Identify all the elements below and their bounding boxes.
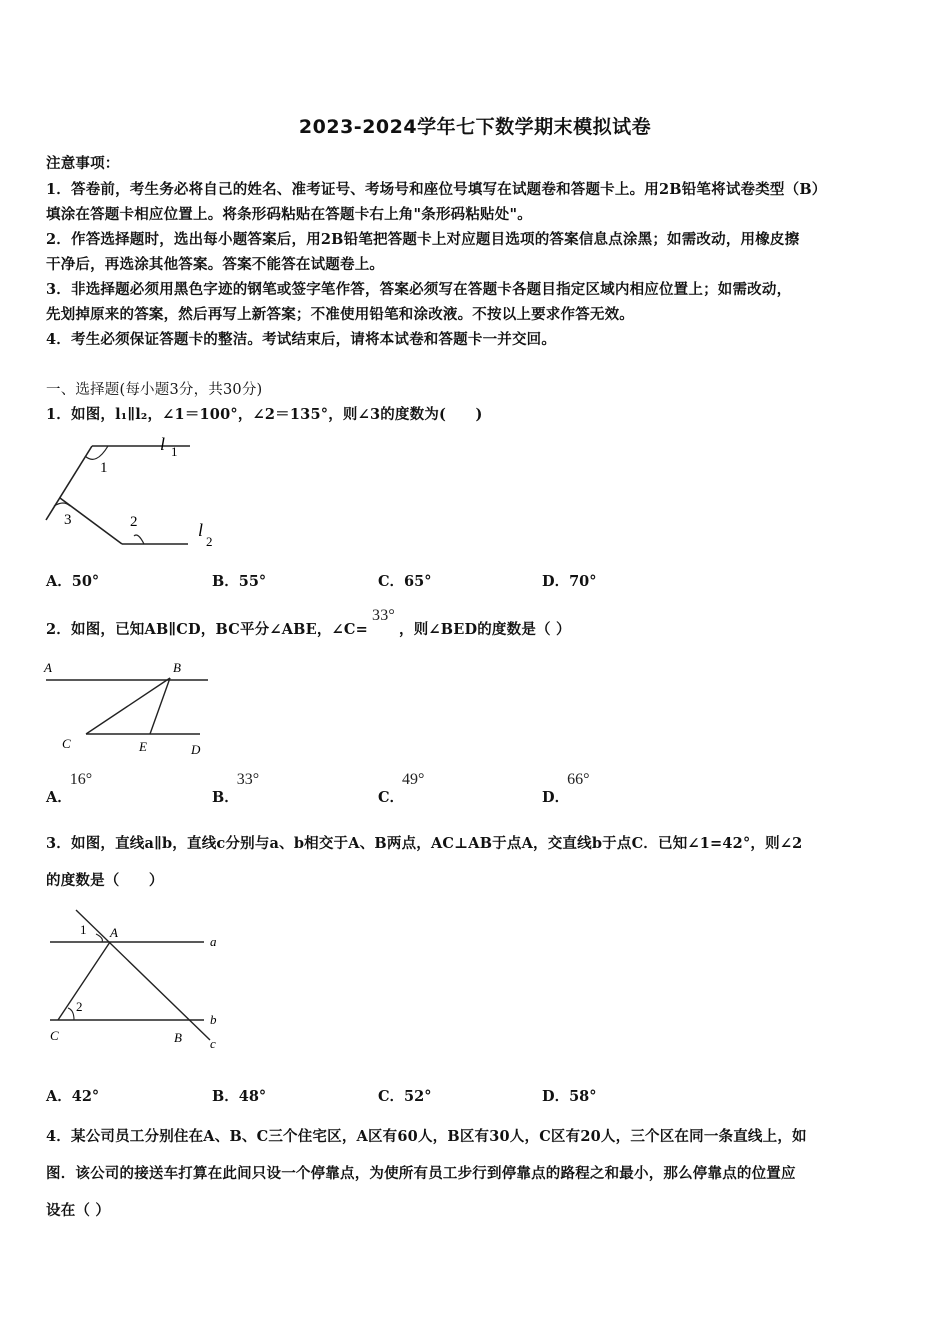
option-letter: D． xyxy=(542,789,570,806)
option-d: D．70° xyxy=(542,573,597,590)
fig-label: c xyxy=(210,1036,216,1051)
fig-label: 2 xyxy=(76,999,83,1014)
option-a xyxy=(46,768,93,806)
fig-label: C xyxy=(50,1028,59,1043)
fig-label: 1 xyxy=(171,444,178,459)
option-d xyxy=(542,768,590,806)
option-value: 33° xyxy=(236,771,260,788)
question-3-figure xyxy=(44,904,234,1054)
notice-line: 干净后，再选涂其他答案。答案不能答在试题卷上。 xyxy=(46,256,385,273)
fig-label: B xyxy=(173,660,181,675)
notice-line: 2．作答选择题时，选出每小题答案后，用2B铅笔把答题卡上对应题目选项的答案信息点涂黑；如需改动，用橡皮擦 xyxy=(46,231,800,248)
fig-label: D xyxy=(191,742,201,757)
fig-label: l xyxy=(160,436,166,454)
fig-label: a xyxy=(210,934,217,949)
option-value: 49° xyxy=(402,771,425,788)
option-b: B．48° xyxy=(212,1088,267,1105)
fig-label: 2 xyxy=(130,514,138,530)
option-b xyxy=(212,768,260,806)
fig-label: B xyxy=(174,1030,182,1045)
fig-label: l xyxy=(198,520,204,540)
fig-label: 1 xyxy=(100,460,108,476)
notice-line: 填涂在答题卡相应位置上。将条形码粘贴在答题卡右上角"条形码粘贴处"。 xyxy=(46,206,532,223)
option-b: B．55° xyxy=(212,573,267,590)
option-value: 16° xyxy=(69,771,93,788)
question-3-stem-line: 的度数是（ ） xyxy=(46,872,164,889)
question-4-line: 设在（ ） xyxy=(46,1202,111,1219)
fig-label: b xyxy=(210,1012,217,1027)
question-2-stem-a: 2．如图，已知AB∥CD，BC平分∠ABE，∠C= xyxy=(46,621,368,638)
fig-label: 3 xyxy=(64,512,72,528)
question-1-stem: 1．如图，l₁∥l₂，∠1＝100°，∠2＝135°，则∠3的度数为( ) xyxy=(46,406,483,423)
option-c: C．52° xyxy=(378,1088,432,1105)
option-letter: A． xyxy=(46,789,72,806)
question-2-stem xyxy=(46,607,571,639)
question-2-angle: 33° xyxy=(372,607,395,624)
option-letter: B． xyxy=(212,789,239,806)
option-c: C．65° xyxy=(378,573,432,590)
notice-line: 4．考生必须保证答题卡的整洁。考试结束后，请将本试卷和答题卡一并交回。 xyxy=(46,331,557,348)
notice-heading: 注意事项： xyxy=(46,155,120,172)
fig-label: A xyxy=(110,925,118,940)
option-value: 66° xyxy=(567,771,590,788)
question-4-line: 4．某公司员工分别住在A、B、C三个住宅区，A区有60人，B区有30人，C区有20人，三个区在同一条直线上，如 xyxy=(46,1128,807,1145)
notice-line: 3．非选择题必须用黑色字迹的钢笔或签字笔作答，答案必须写在答题卡各题目指定区域内相应位置上；如需改动， xyxy=(46,281,792,298)
question-3-stem-line: 3．如图，直线a∥b，直线c分别与a、b相交于A、B两点，AC⊥AB于点A，交直线b于点C．已知∠1=42°，则∠2 xyxy=(46,835,803,852)
question-4-line: 图．该公司的接送车打算在此间只设一个停靠点，为使所有员工步行到停靠点的路程之和最小，那么停靠点的位置应 xyxy=(46,1165,796,1182)
section-heading: 一、选择题(每小题3分，共30分) xyxy=(46,382,263,398)
option-c xyxy=(378,768,425,806)
option-a: A．42° xyxy=(46,1088,100,1105)
fig-label: E xyxy=(139,739,147,754)
notice-line: 先划掉原来的答案，然后再写上新答案；不准使用铅笔和涂改液。不按以上要求作答无效。 xyxy=(46,306,634,323)
question-2-figure xyxy=(40,656,215,760)
notice-line: 1．答卷前，考生务必将自己的姓名、准考证号、考场号和座位号填写在试题卷和答题卡上。用2B铅笔将试卷类型（B） xyxy=(46,181,827,198)
page-title: 2023-2024学年七下数学期末模拟试卷 xyxy=(298,116,652,138)
question-2-stem-b: ，则∠BED的度数是（ ） xyxy=(399,621,571,638)
fig-label: 2 xyxy=(206,534,213,549)
fig-label: 1 xyxy=(80,922,87,937)
fig-label: C xyxy=(62,736,71,751)
option-letter: C． xyxy=(378,789,405,806)
fig-label: A xyxy=(44,660,52,675)
question-1-figure xyxy=(40,436,230,554)
option-d: D．58° xyxy=(542,1088,597,1105)
option-a: A．50° xyxy=(46,573,100,590)
